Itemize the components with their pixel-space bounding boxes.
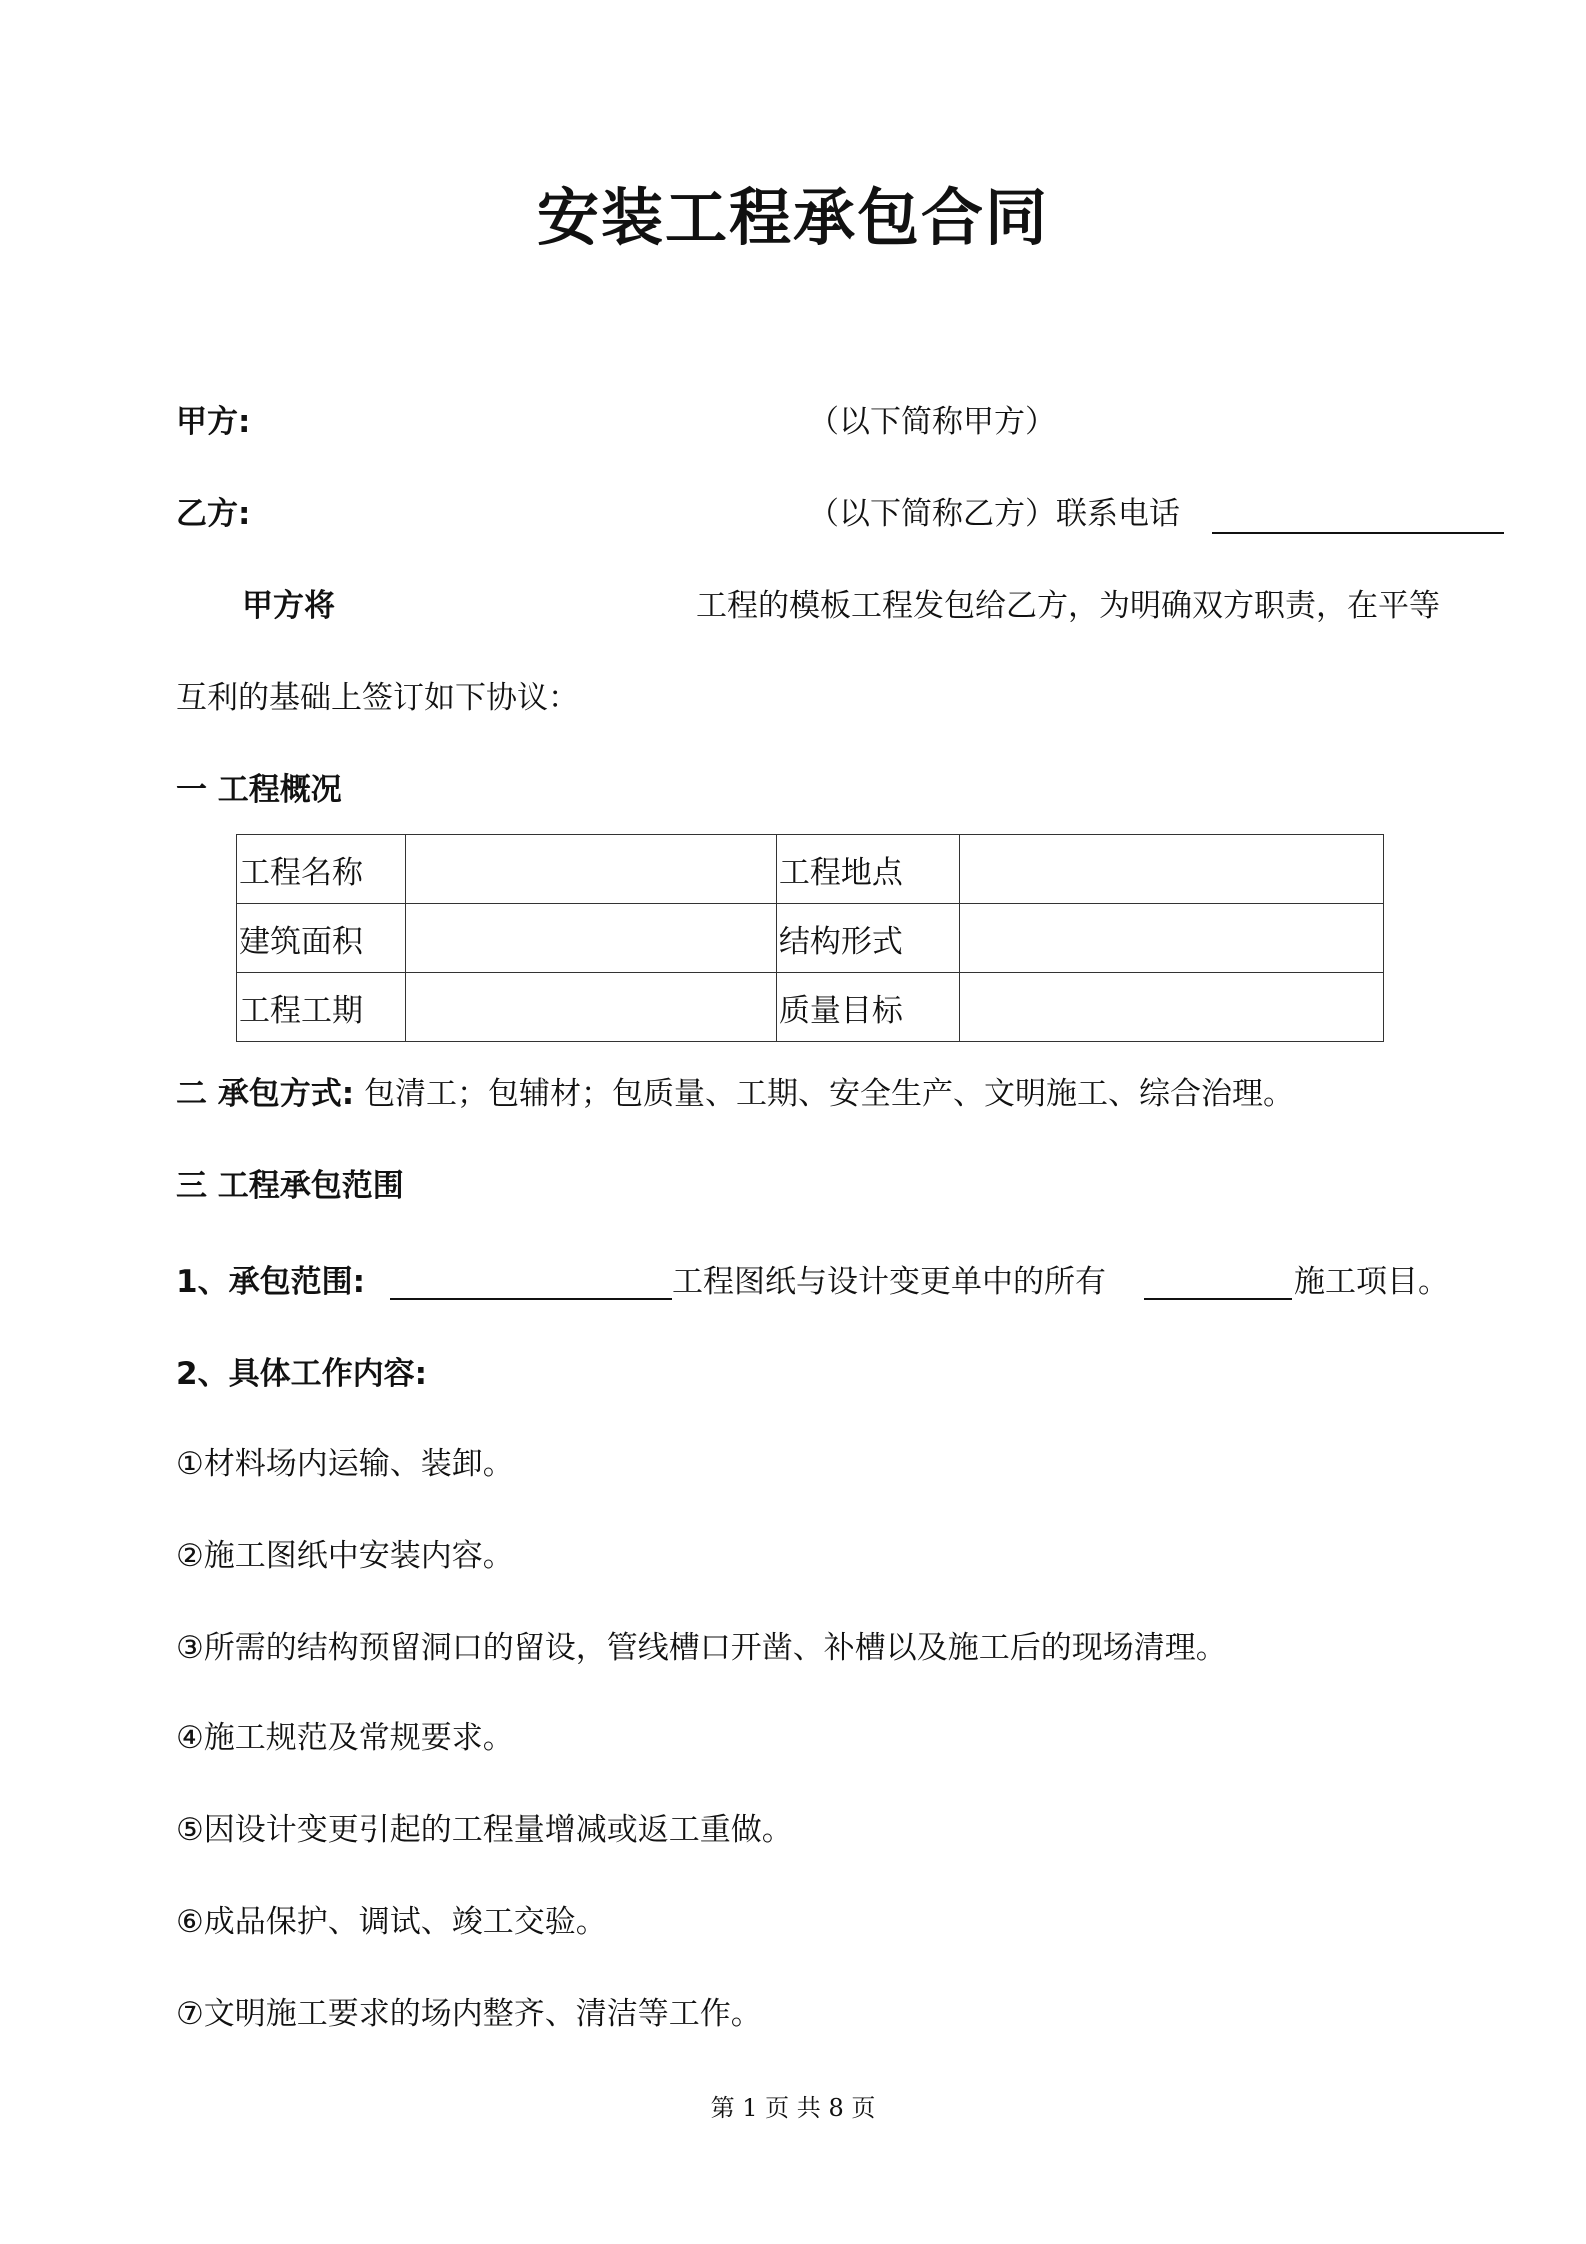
section-2-heading: 二 承包方式:	[176, 1076, 355, 1112]
table-cell	[405, 904, 776, 973]
list-item: ①材料场内运输、装卸。	[176, 1446, 514, 1482]
list-item: ④施工规范及常规要求。	[176, 1720, 514, 1756]
table-cell: 建筑面积	[237, 904, 406, 973]
page-footer: 第 1 页 共 8 页	[710, 2094, 876, 2122]
table-cell	[960, 973, 1384, 1042]
work-label: 2、具体工作内容:	[176, 1356, 427, 1392]
party-a-label: 甲方:	[176, 404, 251, 440]
table-cell	[960, 904, 1384, 973]
intro-lead: 甲方将	[242, 588, 335, 624]
scope-mid: 工程图纸与设计变更单中的所有	[672, 1264, 1106, 1300]
list-item: ⑥成品保护、调试、竣工交验。	[176, 1904, 607, 1940]
phone-blank-line	[1212, 532, 1504, 534]
scope-blank-1	[390, 1298, 672, 1300]
table-row	[237, 835, 1384, 904]
section-2-text: 包清工；包辅材；包质量、工期、安全生产、文明施工、综合治理。	[364, 1076, 1295, 1112]
scope-blank-2	[1144, 1298, 1292, 1300]
section-2	[176, 1068, 1294, 1113]
list-item: ③所需的结构预留洞口的留设，管线槽口开凿、补槽以及施工后的现场清理。	[176, 1630, 1227, 1666]
scope-end: 施工项目。	[1294, 1264, 1449, 1300]
section-1-heading: 一 工程概况	[176, 772, 342, 808]
party-b-label: 乙方:	[176, 496, 251, 532]
table-cell: 工程工期	[237, 973, 406, 1042]
list-item: ②施工图纸中安装内容。	[176, 1538, 514, 1574]
section-3-heading: 三 工程承包范围	[176, 1168, 404, 1204]
party-b-suffix: （以下简称乙方）联系电话	[808, 496, 1180, 532]
party-a-suffix: （以下简称甲方）	[808, 404, 1056, 440]
table-cell: 工程名称	[237, 835, 406, 904]
document-title: 安装工程承包合同	[536, 181, 1049, 254]
table-cell	[960, 835, 1384, 904]
intro-rest: 工程的模板工程发包给乙方，为明确双方职责，在平等	[696, 588, 1440, 624]
table-cell: 工程地点	[776, 835, 959, 904]
table-row	[237, 904, 1384, 973]
table-cell	[405, 835, 776, 904]
table-cell: 结构形式	[776, 904, 959, 973]
list-item: ⑤因设计变更引起的工程量增减或返工重做。	[176, 1812, 793, 1848]
table-cell: 质量目标	[776, 973, 959, 1042]
project-info-table	[236, 834, 1384, 1042]
scope-label: 1、承包范围:	[176, 1264, 365, 1300]
table-row	[237, 973, 1384, 1042]
list-item: ⑦文明施工要求的场内整齐、清洁等工作。	[176, 1996, 762, 2032]
table-cell	[405, 973, 776, 1042]
intro-line2: 互利的基础上签订如下协议：	[176, 680, 579, 716]
